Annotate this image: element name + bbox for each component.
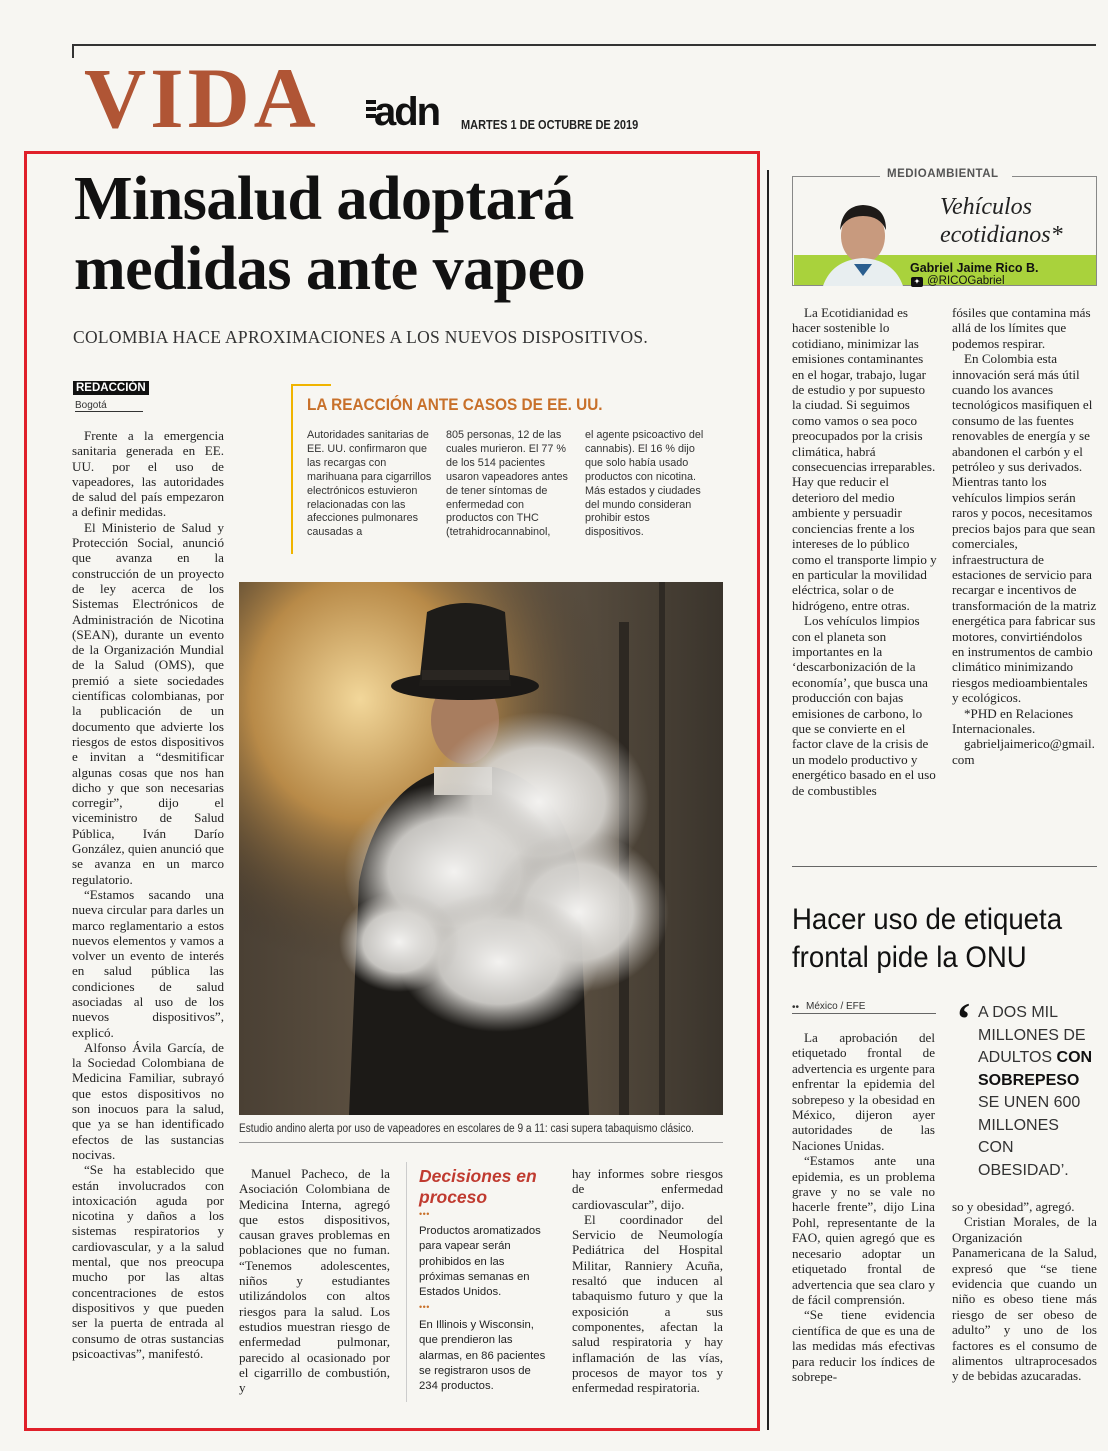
byline-badge: REDACCIÓN bbox=[73, 381, 149, 395]
decisions-dots-1: • • • bbox=[419, 1209, 429, 1219]
section-rule bbox=[792, 866, 1097, 867]
paragraph: Frente a la emergencia sanitaria generada en EE. UU. por el uso de vapeadores, las autoridades de salud del país empezaron a definir medidas. bbox=[72, 428, 224, 520]
paragraph: so y obesidad”, agregó. bbox=[952, 1199, 1075, 1214]
main-body-col3 bbox=[572, 1166, 723, 1395]
reaction-text-col3: el agente psicoactivo del cannabis). El 16 % dijo que solo había usado productos con nicotina. Más estados y ciudades del mundo consideran prohibir estos dispositivos. bbox=[585, 429, 704, 539]
onu-headline-line1: Hacer uso de etiqueta bbox=[792, 903, 1063, 936]
paragraph: fósiles que contamina más allá de los límites que podemos respirar. bbox=[952, 305, 1091, 351]
pull-quote-bold: CON SOBREPESO bbox=[978, 1049, 1093, 1089]
column-title-line1: Vehículos bbox=[940, 194, 1032, 220]
twitter-icon: ✦ bbox=[911, 277, 923, 287]
column-title-line2: ecotidianos* bbox=[940, 222, 1063, 248]
dateline: Bogotá bbox=[75, 400, 143, 412]
author-photo bbox=[818, 196, 908, 286]
paragraph: La aprobación del etiquetado frontal de advertencia es urgente para enfrentar la epidemia del sobrepeso y la obesidad en México, dijeron ayer autoridades de las Naciones Unidas. bbox=[792, 1030, 935, 1153]
reaction-box-rule bbox=[291, 384, 331, 386]
decisions-dots-2: • • • bbox=[419, 1302, 429, 1312]
paragraph: El coordinador del Servicio de Neumología Pediátrica del Hospital Militar, Ranniery Acuña, resaltó que inducen al tabaquismo futuro y que la exposición a sus componentes, afectan la salud respiratoria y hay inflamación de las vías, procesos de mayor tos y enfermedad respiratoria. bbox=[572, 1211, 723, 1396]
paragraph: “Se ha establecido que están involucrados con intoxicación aguda por nicotina y daños a los sistemas respiratorios y cardiovascular, y a la salud mental, que nos preocupa mucho por las altas concentraciones de estos dispositivos y que pueden ser la puerta de entrada al consumo de otras sustancias psicoactivas”, manifestó. bbox=[72, 1162, 224, 1361]
onu-dateline: México / EFE bbox=[806, 1001, 866, 1012]
onu-headline-line2: frontal pide la ONU bbox=[792, 941, 1027, 974]
paragraph: hay informes sobre riesgos de enfermedad cardiovascular”, dijo. bbox=[572, 1166, 723, 1212]
column-header-top-left bbox=[792, 176, 880, 177]
pull-quote-pre: A DOS MIL MILLONES DE ADULTOS bbox=[978, 1004, 1086, 1066]
author-portrait bbox=[818, 196, 908, 286]
paragraph: “Estamos sacando una nueva circular para darles un marco reglamentario a estos nuevos elementos y vamos a volver un evento de interés en salud pública las condiciones de salud asociadas al uso de los nuevos dispositivos”, explicó. bbox=[72, 886, 224, 1040]
paragraph: “Se tiene evidencia científica de que es una de las medidas más efectivas para reducir los índices de sobrepe- bbox=[792, 1307, 935, 1384]
reaction-text-col1: Autoridades sanitarias de EE. UU. confirmaron que las recargas con marihuana para cigarrillos electrónicos estuvieron relacionadas con las afecciones pulmonares causadas a bbox=[307, 429, 432, 539]
pull-quote bbox=[978, 1002, 1098, 1182]
reaction-text-col2: 805 personas, 12 de las cuales murieron. El 77 % de los 514 pacientes usaron vapeadores antes de tener síntomas de enfermedad con productos con THC (tetrahidrocannabinol, bbox=[446, 429, 568, 539]
decisions-title-line1: Decisiones en bbox=[419, 1166, 537, 1186]
main-headline-line2: medidas ante vapeo bbox=[74, 235, 586, 303]
column-twitter: @RICOGabriel bbox=[927, 275, 1005, 287]
paragraph: Los vehículos limpios con el planeta son importantes en la ‘descarbonización de la economía’, que busca una producción con bajas emisiones de carbono, lo que se convierte en el factor clave de la crisis de un modelo productivo y energético basado en el uso de combustibles bbox=[792, 613, 936, 798]
onu-dateline-rule bbox=[792, 1013, 936, 1014]
top-rule-tick bbox=[72, 44, 74, 58]
decisions-box bbox=[406, 1162, 559, 1402]
decisions-item-2: En Illinois y Wisconsin, que prendieron las alarmas, en 86 pacientes se registraron usos de 234 productos. bbox=[419, 1319, 546, 1393]
main-body-col2 bbox=[239, 1166, 390, 1395]
main-body-col1 bbox=[72, 428, 224, 1361]
column-divider bbox=[767, 170, 769, 1430]
paragraph: gabrieljaimerico@gmail.com bbox=[952, 736, 1095, 767]
main-subhead: COLOMBIA HACE APROXIMACIONES A LOS NUEVOS DISPOSITIVOS. bbox=[73, 327, 649, 347]
vaping-photo bbox=[239, 582, 723, 1115]
onu-body-col1 bbox=[792, 1030, 935, 1384]
photo-caption: Estudio andino alerta por uso de vapeadores en escolares de 9 a 11: casi supera tabaquismo clásico. bbox=[239, 1123, 694, 1135]
paragraph: Alfonso Ávila García, de la Sociedad Colombiana de Medicina Familiar, subrayó que estos dispositivos no son inocuos para la salud, que ya se han identificado efectos de las sustancias nocivas. bbox=[72, 1039, 224, 1162]
onu-dateline-dots: •• bbox=[792, 1002, 800, 1013]
paragraph: Manuel Pacheco, de la Asociación Colombiana de Medicina Interna, agregó que estos dispositivos, causan graves problemas en poblaciones que no fuman. “Tenemos adolescentes, niños y estudiantes utilizándolos con altos riesgos para la salud. Los estudios muestran riesgo de enfermedad pulmonar, parecido al ocasionado por el cigarrillo de combustión, y bbox=[239, 1166, 390, 1396]
reaction-box-title: LA REACCIÓN ANTE CASOS DE EE. UU. bbox=[307, 396, 603, 414]
caption-rule bbox=[239, 1142, 723, 1143]
onu-body-col2 bbox=[952, 1199, 1097, 1384]
section-title: VIDA bbox=[84, 50, 320, 146]
paragraph: *PHD en Relaciones Internacionales. bbox=[952, 705, 1074, 736]
decisions-item-1: Productos aromatizados para vapear serán prohibidos en las próximas semanas en Estados Unidos. bbox=[419, 1225, 541, 1299]
paragraph: En Colombia esta innovación será más útil cuando los avances tecnológicos masifiquen el consumo de las fuentes renovables de energía y se abandonen el carbón y el petróleo y sus derivados. Mientras tanto los vehículos limpios serán raros y pocos, necesitamos precios bajos para que sean comerciales, infraestructura de estaciones de servicio para recargar e incentivos de transformación de la matriz energética para fabricar sus motores, convirtiéndolos en instrumentos de cambio climático minimizando riesgos medioambientales y ecológicos. bbox=[952, 351, 1097, 706]
column-header-top-right bbox=[1012, 176, 1097, 177]
paragraph: “Estamos ante una epidemia, es un problema grave y no se vale no hacerle frente”, dijo Lina Pohl, representante de la FAO, quien agregó que es necesario adoptar un etiquetado frontal de advertencia que sea claro y de fácil comprensión. bbox=[792, 1153, 935, 1307]
adn-logo: adn bbox=[374, 90, 440, 134]
vaping-photo-art bbox=[239, 582, 723, 1115]
paragraph: El Ministerio de Salud y Protección Social, anunció que avanza en la construcción de un proyecto de ley acerca de los Sistemas Electrónicos de Administración de Nicotina (SEAN), durante un evento de la Organización Mundial de la Salud (OMS), que premió a siete sociedades científicas colombianas, por la publicación de un documento que advierte los riesgos de estos dispositivos e invitan a “desmitificar algunas cosas que nos han dicho y que son necesarias corregir”, dijo el viceministro de Salud Pública, Iván Darío González, quien anunció que se avanza en un marco regulatorio. bbox=[72, 519, 224, 887]
reaction-box-bar bbox=[291, 384, 293, 554]
paragraph: Cristian Morales, de la Organización Panamericana de la Salud, expresó que “se tiene evidencia que cuando un niño es obeso tiene más riesgo de ser obeso de adulto” y uno de los factores es el consumo de alimentos ultraprocesados y de bebidas azucaradas. bbox=[952, 1214, 1097, 1384]
quote-mark: ‘ bbox=[956, 993, 972, 1044]
decisions-title-line2: proceso bbox=[419, 1187, 488, 1207]
reaction-box bbox=[291, 384, 715, 564]
column-body-colA bbox=[792, 305, 937, 798]
issue-date: MARTES 1 DE OCTUBRE DE 2019 bbox=[461, 118, 639, 132]
column-kicker: MEDIOAMBIENTAL bbox=[887, 168, 999, 180]
pull-quote-post: SE UNEN 600 MILLONES CON OBESIDAD’. bbox=[978, 1094, 1081, 1179]
paragraph: La Ecotidianidad es hacer sostenible lo cotidiano, minimizar las emisiones contaminantes en el hogar, trabajo, lugar de estudio y por supuesto la ciudad. Si seguimos como vamos o sea poco preocupados por la crisis climática, habrá consecuencias irreparables. Hay que reducir el deterioro del medio ambiente y persuadir conciencias frente a los intereses de lo público como el transporte limpio y en particular la movilidad eléctrica, solar o de hidrógeno, entre otras. bbox=[792, 305, 937, 613]
column-body-colB bbox=[952, 305, 1097, 767]
top-rule bbox=[72, 44, 1096, 46]
main-headline-line1: Minsalud adoptará bbox=[74, 165, 574, 233]
column-author: Gabriel Jaime Rico B. bbox=[910, 261, 1039, 275]
